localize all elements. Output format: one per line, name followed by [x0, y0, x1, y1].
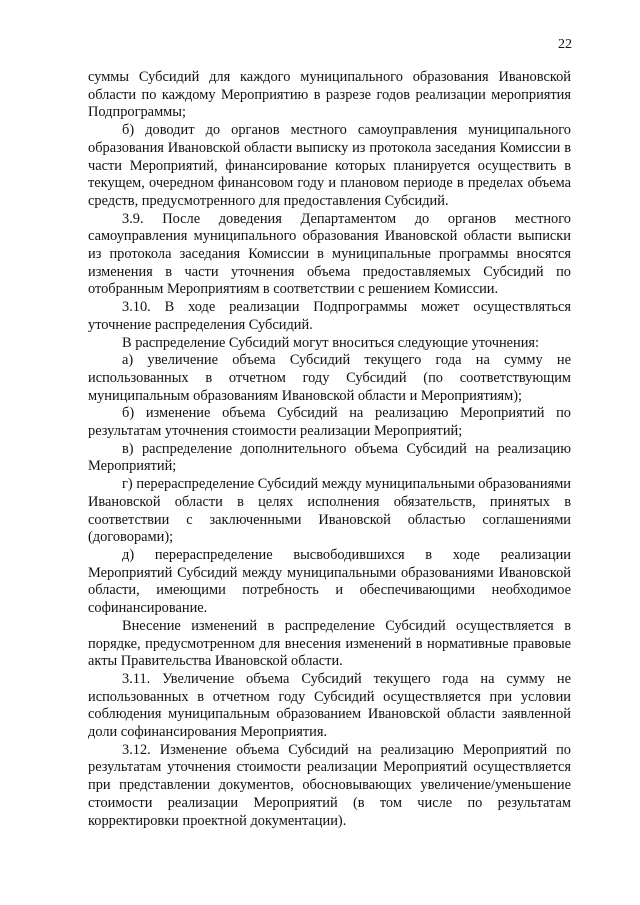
paragraph: 3.11. Увеличение объема Субсидий текущего года на сумму не использованных в отчетном году Субсидий осуществляется при условии соблюдения муниципальным образованием Ивановской области заявленной доли софинансирования Мероприятия. [88, 670, 571, 741]
document-body [88, 69, 571, 830]
paragraph: г) перераспределение Субсидий между муниципальными образованиями Ивановской области в целях исполнения обязательств, принятых в соответствии с заключенными Ивановской областью соглашениями (договорами); [88, 476, 571, 546]
paragraph: а) увеличение объема Субсидий текущего года на сумму не использованных в отчетном году Субсидий (по соответствующим муниципальным образованиям Ивановской области и Мероприятиям); [88, 352, 571, 404]
paragraph: б) доводит до органов местного самоуправления муниципального образования Ивановской области выписку из протокола заседания Комиссии в части Мероприятий, финансирование которых планируется осуществить в текущем, очередном финансовом году и плановом периоде в пределах объема средств, предусмотренного для предоставления Субсидий. [88, 122, 571, 209]
paragraph: суммы Субсидий для каждого муниципального образования Ивановской области по каждому Мероприятию в разрезе годов реализации мероприятия Подпрограммы; [88, 69, 571, 121]
paragraph: в) распределение дополнительного объема Субсидий на реализацию Мероприятий; [88, 440, 571, 475]
page-number: 22 [558, 37, 572, 52]
paragraph: б) изменение объема Субсидий на реализацию Мероприятий по результатам уточнения стоимости реализации Мероприятий; [88, 405, 571, 440]
paragraph: д) перераспределение высвободившихся в ходе реализации Мероприятий Субсидий между муниципальными образованиями Ивановской области, имеющими потребность и обеспечивающими необходимое софинансирование. [88, 546, 571, 617]
paragraph: 3.10. В ходе реализации Подпрограммы может осуществляться уточнение распределения Субсидий. [88, 299, 571, 333]
paragraph: 3.12. Изменение объема Субсидий на реализацию Мероприятий по результатам уточнения стоимости реализации Мероприятий осуществляется при представлении документов, обосновывающих увеличение/уменьшение стоимости реализации Мероприятий (в том числе по результатам корректировки проектной документации). [88, 741, 571, 829]
paragraph: Внесение изменений в распределение Субсидий осуществляется в порядке, предусмотренном для внесения изменений в нормативные правовые акты Правительства Ивановской области. [88, 617, 571, 670]
paragraph: 3.9. После доведения Департаментом до органов местного самоуправления муниципального образования Ивановской области выписки из протокола заседания Комиссии в муниципальные программы вносятся изменения в части уточнения объема предоставляемых Субсидий по отобранным Мероприятиям в соответствии с решением Комиссии. [88, 210, 571, 298]
paragraph: В распределение Субсидий могут вноситься следующие уточнения: [122, 334, 540, 351]
